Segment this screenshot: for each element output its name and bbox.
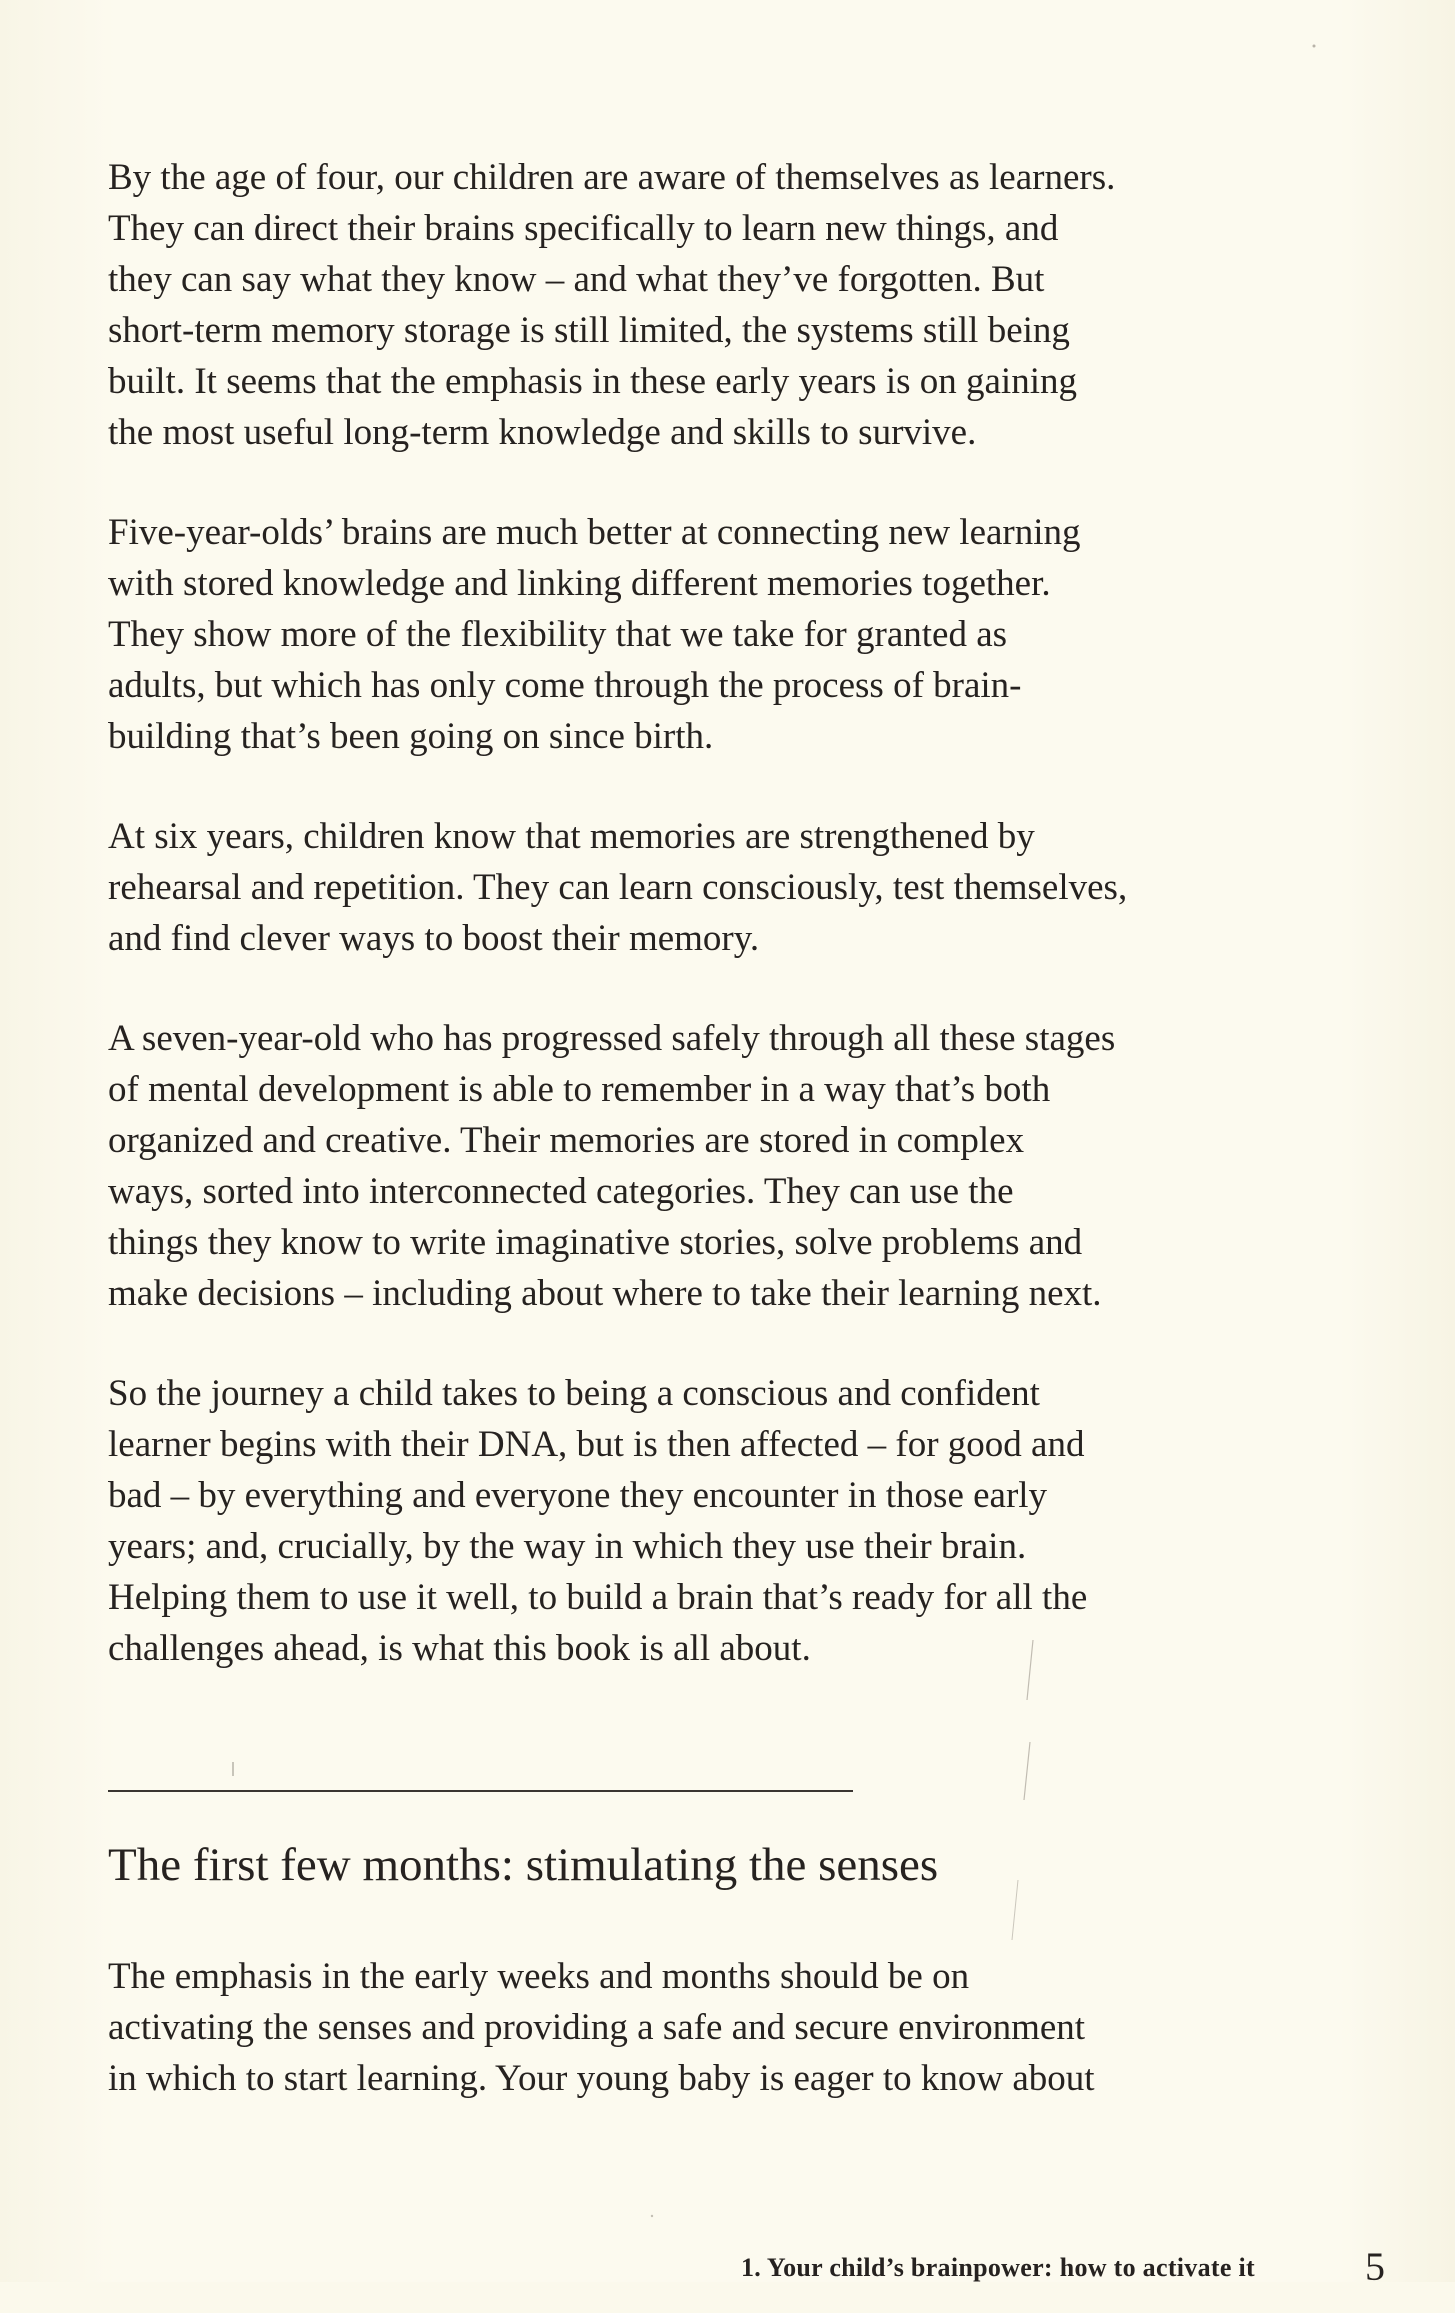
text-line: with stored knowledge and linking different memories together. [108,563,1051,604]
text-line: built. It seems that the emphasis in these early years is on gaining [108,361,1077,402]
paragraph-age-four [108,152,1338,458]
paragraph-age-five [108,507,1338,762]
text-line: At six years, children know that memories are strengthened by [108,816,1035,857]
body-text [108,152,1338,1723]
paragraph-journey [108,1368,1338,1674]
text-line: things they know to write imaginative stories, solve problems and [108,1222,1083,1263]
text-line: learner begins with their DNA, but is then affected – for good and [108,1424,1085,1465]
text-line: A seven-year-old who has progressed safely through all these stages [108,1018,1116,1059]
section-divider [108,1790,853,1792]
text-line: building that’s been going on since birth. [108,716,714,757]
text-line: they can say what they know – and what they’ve forgotten. But [108,259,1045,300]
text-line: in which to start learning. Your young baby is eager to know about [108,2058,1095,2099]
text-line: So the journey a child takes to being a conscious and confident [108,1373,1040,1414]
text-line: challenges ahead, is what this book is all about. [108,1628,811,1669]
running-head: 1. Your child’s brainpower: how to activate it [740,2253,1255,2282]
text-line: rehearsal and repetition. They can learn consciously, test themselves, [108,867,1128,908]
paragraph-first-months [108,1951,1338,2104]
page-footer [0,2244,1455,2313]
scan-speck [1313,45,1316,48]
text-line: adults, but which has only come through the process of brain- [108,665,1022,706]
paragraph-age-six [108,811,1338,964]
text-line: of mental development is able to remember in a way that’s both [108,1069,1051,1110]
scan-mark [1012,1880,1018,1940]
section-intro [108,1951,1338,2104]
text-line: ways, sorted into interconnected categories. They can use the [108,1171,1014,1212]
text-line: They can direct their brains specifically to learn new things, and [108,208,1059,249]
text-line: Helping them to use it well, to build a brain that’s ready for all the [108,1577,1088,1618]
text-line: short-term memory storage is still limited, the systems still being [108,310,1070,351]
paragraph-age-seven [108,1013,1338,1319]
text-line: organized and creative. Their memories are stored in complex [108,1120,1025,1161]
text-line: and find clever ways to boost their memory. [108,918,760,959]
text-line: Five-year-olds’ brains are much better at connecting new learning [108,512,1081,553]
text-line: make decisions – including about where to take their learning next. [108,1273,1102,1314]
text-line: activating the senses and providing a safe and secure environment [108,2007,1086,2048]
text-line: They show more of the flexibility that we take for granted as [108,614,1008,655]
text-line: The emphasis in the early weeks and months should be on [108,1956,970,1997]
text-line: the most useful long-term knowledge and skills to survive. [108,412,977,453]
text-line: bad – by everything and everyone they encounter in those early [108,1475,1048,1516]
scan-speck [651,2215,653,2217]
section-heading: The first few months: stimulating the senses [108,1839,939,1891]
text-line: By the age of four, our children are aware of themselves as learners. [108,157,1116,198]
text-line: years; and, crucially, by the way in which they use their brain. [108,1526,1027,1567]
scan-mark [1024,1742,1030,1800]
page-number: 5 [1365,2244,1385,2289]
